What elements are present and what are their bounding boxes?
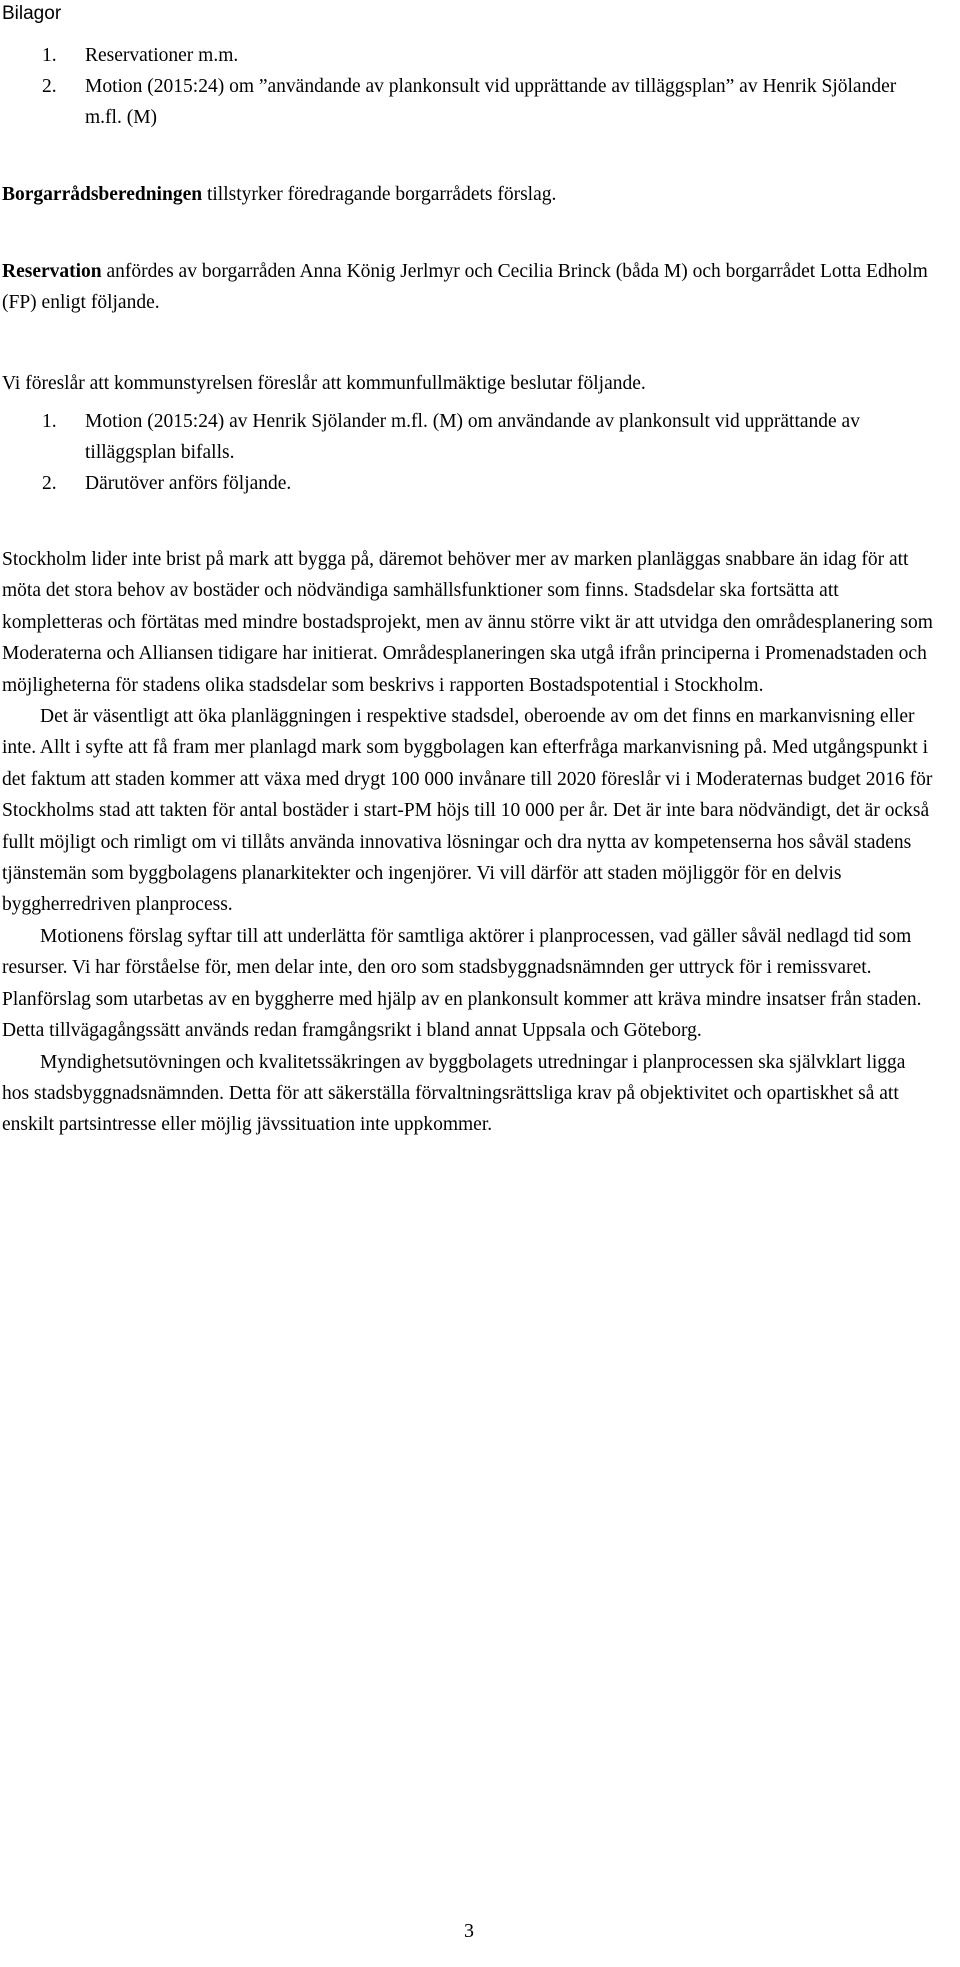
reservation-paragraph (2, 256, 932, 318)
attachments-list (0, 40, 920, 133)
recommendation-text: tillstyrker föredragande borgarrådets förslag. (202, 184, 557, 205)
decision-text: Motion (2015:24) av Henrik Sjölander m.fl. (M) om användande av plankonsult vid upprättande av tilläggsplan bifalls. (85, 411, 860, 463)
proposal-intro: Vi föreslår att kommunstyrelsen föreslår att kommunfullmäktige beslutar följande. (2, 373, 646, 394)
recommendation-paragraph (2, 179, 932, 210)
attachment-item (0, 71, 920, 133)
attachment-text: Motion (2015:24) om ”användande av plankonsult vid upprättande av tilläggsplan” av Henrik Sjölander m.fl. (M) (85, 76, 897, 128)
body-paragraph-2: Det är väsentligt att öka planläggningen i respektive stadsdel, oberoende av om det finns en markanvisning eller inte. Allt i syfte att få fram mer planlagd mark som byggbolagen kan efterfråga markanvisning på. Med utgångspunkt i det faktum att staden kommer att växa med drygt 100 000 invånare till 2020 föreslår vi i Moderaternas budget 2016 för Stockholms stad att takten för antal bostäder i start-PM höjs till 10 000 per år. Det är inte bara nödvändigt, det är också fullt möjligt och rimligt om vi tillåts använda innovativa lösningar och dra nytta av kompetenserna hos såväl stadens tjänstemän som byggbolagens planarkitekter och ingenjörer. Vi vill därför att staden möjliggör för en delvis byggherredriven planprocess. (2, 706, 933, 916)
attachment-number: 2. (42, 76, 57, 97)
decision-number: 2. (42, 473, 57, 494)
decision-item (0, 406, 920, 468)
recommendation-bold: Borgarrådsberedningen (2, 184, 203, 205)
body-paragraph-3: Motionens förslag syftar till att underlätta för samtliga aktörer i planprocessen, vad gäller såväl nedlagd tid som resurser. Vi har förståelse för, men delar inte, den oro som stadsbyggnadsnämnden ger uttryck för i remissvaret. Planförslag som utarbetas av en byggherre med hjälp av en plankonsult kommer att kräva mindre insatser från staden. Detta tillvägagångssätt används redan framgångsrikt i bland annat Uppsala och Göteborg. (2, 925, 922, 1042)
attachments-heading: Bilagor (2, 3, 62, 24)
attachment-item (0, 40, 920, 71)
body-paragraph-4: Myndighetsutövningen och kvalitetssäkringen av byggbolagets utredningar i planprocessen ska självklart ligga hos stadsbyggnadsnämnden. Detta för att säkerställa förvaltningsrättsliga krav på objektivitet och opartiskhet så att enskilt partsintresse eller möjlig jävssituation inte uppkommer. (2, 1051, 906, 1136)
attachment-number: 1. (42, 45, 57, 66)
decision-number: 1. (42, 411, 57, 432)
attachment-text: Reservationer m.m. (85, 45, 239, 66)
decision-item (0, 468, 920, 499)
reservation-bold: Reservation (2, 261, 102, 282)
decision-text: Därutöver anförs följande. (85, 473, 292, 494)
reservation-body (2, 544, 937, 1141)
decision-list (0, 406, 920, 499)
body-paragraph-1: Stockholm lider inte brist på mark att bygga på, däremot behöver mer av marken planläggas snabbare än idag för att möta det stora behov av bostäder och nödvändiga samhällsfunktioner som finns. Stadsdelar ska fortsätta att kompletteras och förtätas med mindre bostadsprojekt, men av ännu större vikt är att utvidga den områdesplanering som Moderaterna och Alliansen tidigare har initierat. Områdesplaneringen ska utgå ifrån principerna i Promenadstaden och möjligheterna för stadens olika stadsdelar som beskrivs i rapporten Bostadspotential i Stockholm. (2, 549, 933, 696)
page-number: 3 (464, 1920, 474, 1942)
reservation-text: anfördes av borgarråden Anna König Jerlmyr och Cecilia Brinck (båda M) och borgarrådet Lotta Edholm (FP) enligt följande. (2, 261, 928, 313)
